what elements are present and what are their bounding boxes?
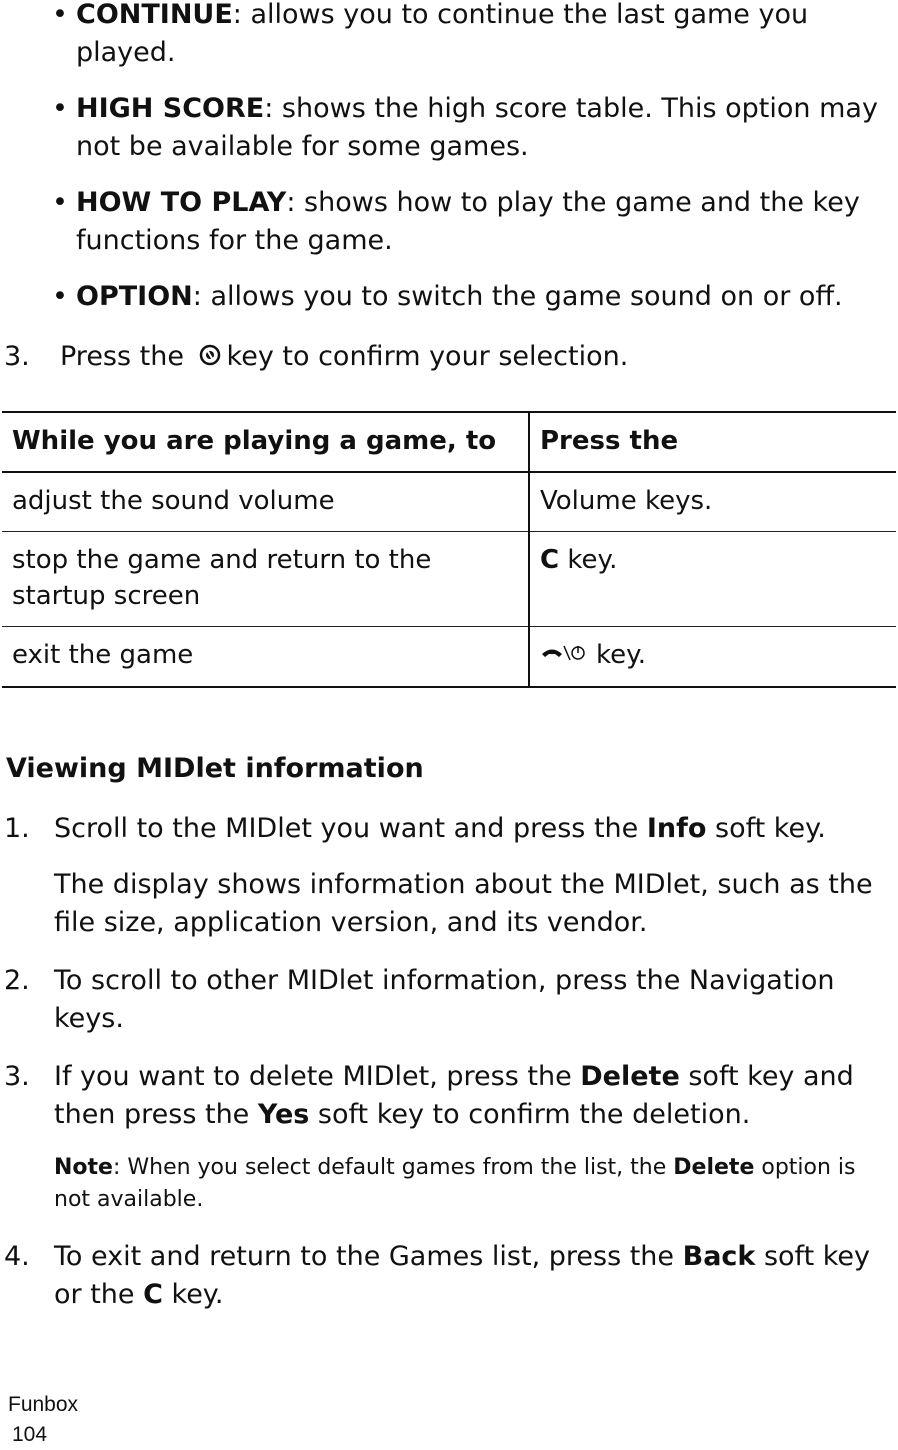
confirm-step xyxy=(4,338,628,377)
midlet-steps xyxy=(4,810,894,1334)
step-text: If you want to delete MIDlet, press the Delete soft key and then press the Yes soft key to confirm the deletion. xyxy=(54,1061,854,1130)
list-item: • HIGH SCORE: shows the high score table. This option may not be available for some games. xyxy=(52,93,878,162)
table-row xyxy=(2,472,896,532)
table-row xyxy=(2,627,896,687)
list-item xyxy=(4,810,894,942)
footer-section-name: Funbox xyxy=(8,1393,79,1416)
option-term: OPTION xyxy=(76,281,193,312)
step-text: Press the xyxy=(60,341,184,372)
step-number: 2. xyxy=(4,965,30,996)
step-number: 1. xyxy=(4,813,30,844)
page-number: 104 xyxy=(12,1423,48,1446)
game-keys-table xyxy=(2,411,896,688)
option-list xyxy=(50,0,896,334)
table-cell-key: Volume keys. xyxy=(529,472,896,532)
note-label: Note xyxy=(54,1155,113,1180)
list-item xyxy=(4,1238,894,1314)
option-description: : allows you to continue the last game you played. xyxy=(76,0,809,68)
option-description: : allows you to switch the game sound on or off. xyxy=(192,281,843,312)
option-term: HOW TO PLAY xyxy=(76,187,287,218)
table-cell-action: adjust the sound volume xyxy=(2,472,529,532)
column-header-action: While you are playing a game, to xyxy=(2,412,529,472)
table-header-row xyxy=(2,412,896,472)
list-item: • HOW TO PLAY: shows how to play the game and the key functions for the game. xyxy=(52,187,860,256)
option-description: : shows the high score table. This option may not be available for some games. xyxy=(76,93,878,162)
table-cell-key: key. xyxy=(529,627,896,687)
section-heading: Viewing MIDlet information xyxy=(6,753,424,784)
end-power-key-icon xyxy=(540,638,588,674)
option-description: : shows how to play the game and the key functions for the game. xyxy=(76,187,860,256)
table-cell-key: C key. xyxy=(529,532,896,627)
table-cell-action: stop the game and return to the startup screen xyxy=(2,532,529,627)
step-text: To scroll to other MIDlet information, press the Navigation keys. xyxy=(54,965,835,1034)
step-text: Scroll to the MIDlet you want and press the Info soft key. xyxy=(54,813,826,844)
option-term: CONTINUE xyxy=(76,0,233,30)
step-text: To exit and return to the Games list, press the Back soft key or the C key. xyxy=(54,1241,871,1310)
note: Note: When you select default games from the list, the Delete option is not available. xyxy=(54,1155,856,1212)
list-item: • CONTINUE: allows you to continue the last game you played. xyxy=(52,0,809,68)
list-item: • OPTION: allows you to switch the game sound on or off. xyxy=(52,281,843,312)
step-subtext: The display shows information about the MIDlet, such as the file size, application version, and its vendor. xyxy=(54,869,873,938)
step-number: 3. xyxy=(4,341,30,372)
page-footer xyxy=(8,1390,78,1450)
option-term: HIGH SCORE xyxy=(76,93,265,124)
step-text: key to confirm your selection. xyxy=(226,341,629,372)
ok-key-icon xyxy=(199,339,221,377)
list-item xyxy=(4,962,894,1038)
list-item xyxy=(4,1058,894,1134)
table-cell-action: exit the game xyxy=(2,627,529,687)
step-number: 4. xyxy=(4,1241,30,1272)
column-header-key: Press the xyxy=(529,412,896,472)
table-row xyxy=(2,532,896,627)
step-number: 3. xyxy=(4,1061,30,1092)
